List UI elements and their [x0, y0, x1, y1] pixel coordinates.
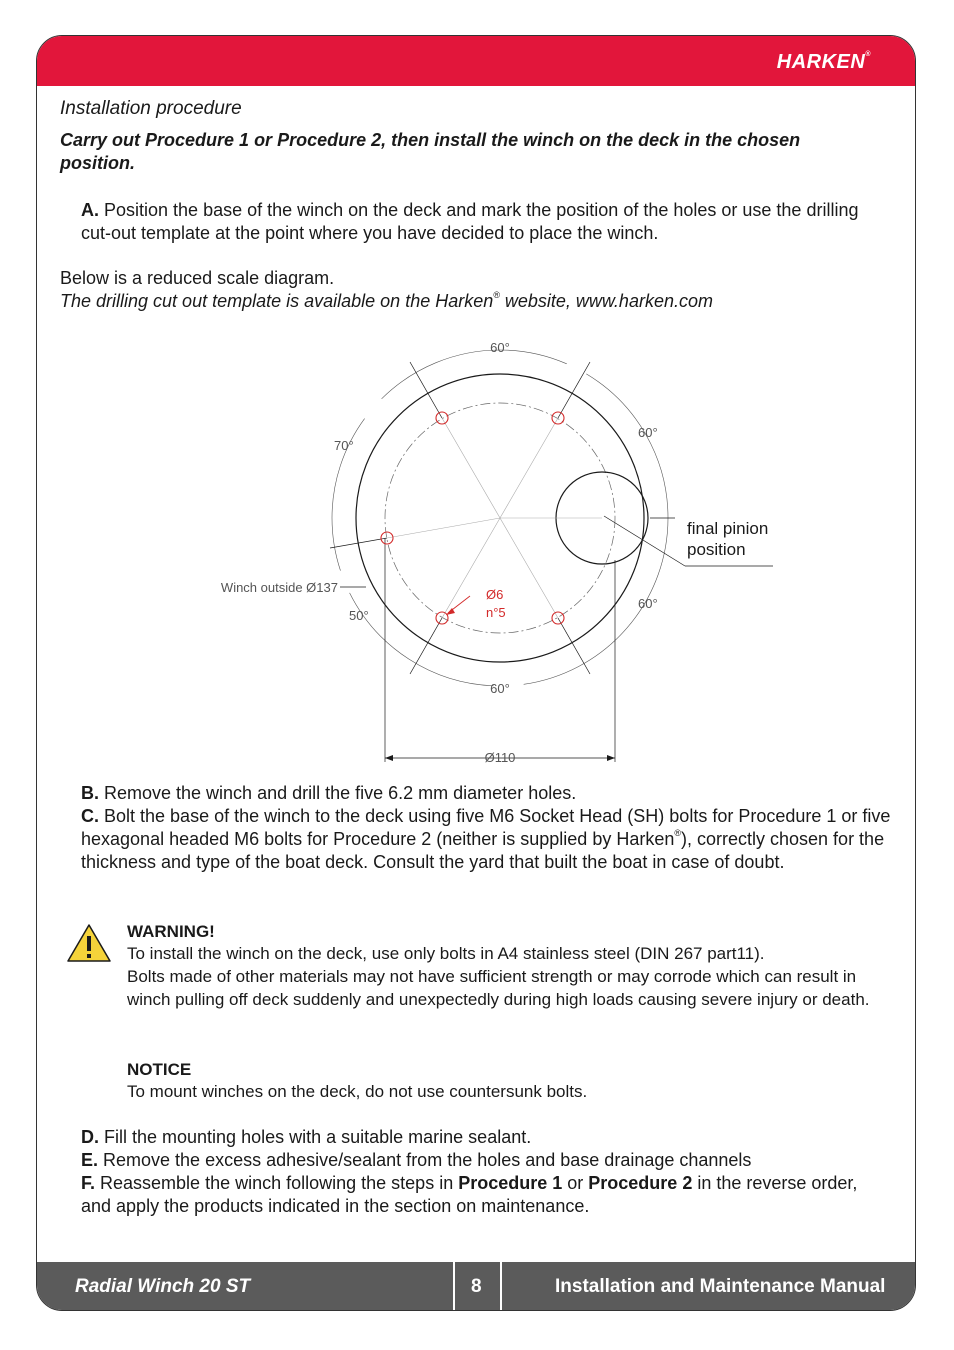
- warning-line-1: To install the winch on the deck, use only bolts in A4 stainless steel (DIN 267 part11).: [127, 944, 765, 963]
- notice-text: To mount winches on the deck, do not use countersunk bolts.: [127, 1082, 588, 1101]
- hole-count-label: n°5: [486, 605, 506, 620]
- step-a: A. Position the base of the winch on the deck and mark the position of the holes or use the drilling cut-out template at the point where you have decided to place the winch.: [81, 200, 859, 243]
- warning-triangle-icon: [66, 922, 112, 964]
- angle-top-label: 60°: [490, 340, 510, 355]
- base-diameter-label: Ø110: [484, 750, 516, 765]
- pinion-label-line2: position: [687, 540, 746, 559]
- intro-instruction: Carry out Procedure 1 or Procedure 2, then install the winch on the deck in the chosen position.: [60, 130, 801, 173]
- step-b: B. Remove the winch and drill the five 6.2 mm diameter holes.: [81, 783, 577, 803]
- footer-divider: [500, 1262, 502, 1310]
- template-note: The drilling cut out template is available on the Harken® website, www.harken.com: [60, 290, 713, 311]
- pinion-label-line1: final pinion: [687, 519, 769, 538]
- angle-upper-right-label: 60°: [638, 425, 658, 440]
- step-e: E. Remove the excess adhesive/sealant from the holes and base drainage channels: [81, 1150, 752, 1170]
- footer-divider: [453, 1262, 455, 1310]
- footer-manual-title: Installation and Maintenance Manual: [555, 1276, 886, 1297]
- diagram-note: Below is a reduced scale diagram.: [60, 268, 335, 288]
- angle-left-label: 70°: [334, 438, 354, 453]
- hole-diameter-label: Ø6: [486, 587, 504, 602]
- step-c: C. Bolt the base of the winch to the deck using five M6 Socket Head (SH) bolts for Procedure 1 or five hexagonal headed M6 bolts for Procedure 2 (neither is supplied by Harken®), correctly chosen for the thickness and type of the boat deck. Consult the yard that built the boat in case of doubt.: [81, 806, 891, 872]
- step-d: D. Fill the mounting holes with a suitable marine sealant.: [81, 1127, 532, 1147]
- angle-lower-right-label: 60°: [638, 596, 658, 611]
- footer-page-number: 8: [471, 1276, 482, 1297]
- angle-bottom-label: 60°: [490, 681, 510, 696]
- winch-outside-label: Winch outside Ø137: [220, 580, 338, 595]
- section-title: Installation procedure: [60, 98, 242, 119]
- angle-lower-left-label: 50°: [349, 608, 369, 623]
- notice-title: NOTICE: [127, 1060, 192, 1079]
- footer-band: [37, 1262, 915, 1310]
- drilling-diagram: [180, 330, 800, 770]
- header-band: [37, 36, 915, 86]
- footer-product-name: Radial Winch 20 ST: [75, 1276, 251, 1297]
- warning-title: WARNING!: [127, 922, 215, 941]
- harken-logo: HARKEN®: [776, 51, 871, 73]
- warning-line-2: Bolts made of other materials may not have sufficient strength or may corrode which can result in winch pulling off deck suddenly and unexpectedly during high loads causing severe injury or death.: [127, 967, 870, 1009]
- step-f: F. Reassemble the winch following the steps in Procedure 1 or Procedure 2 in the reverse order, and apply the products indicated in the section on maintenance.: [81, 1173, 858, 1216]
